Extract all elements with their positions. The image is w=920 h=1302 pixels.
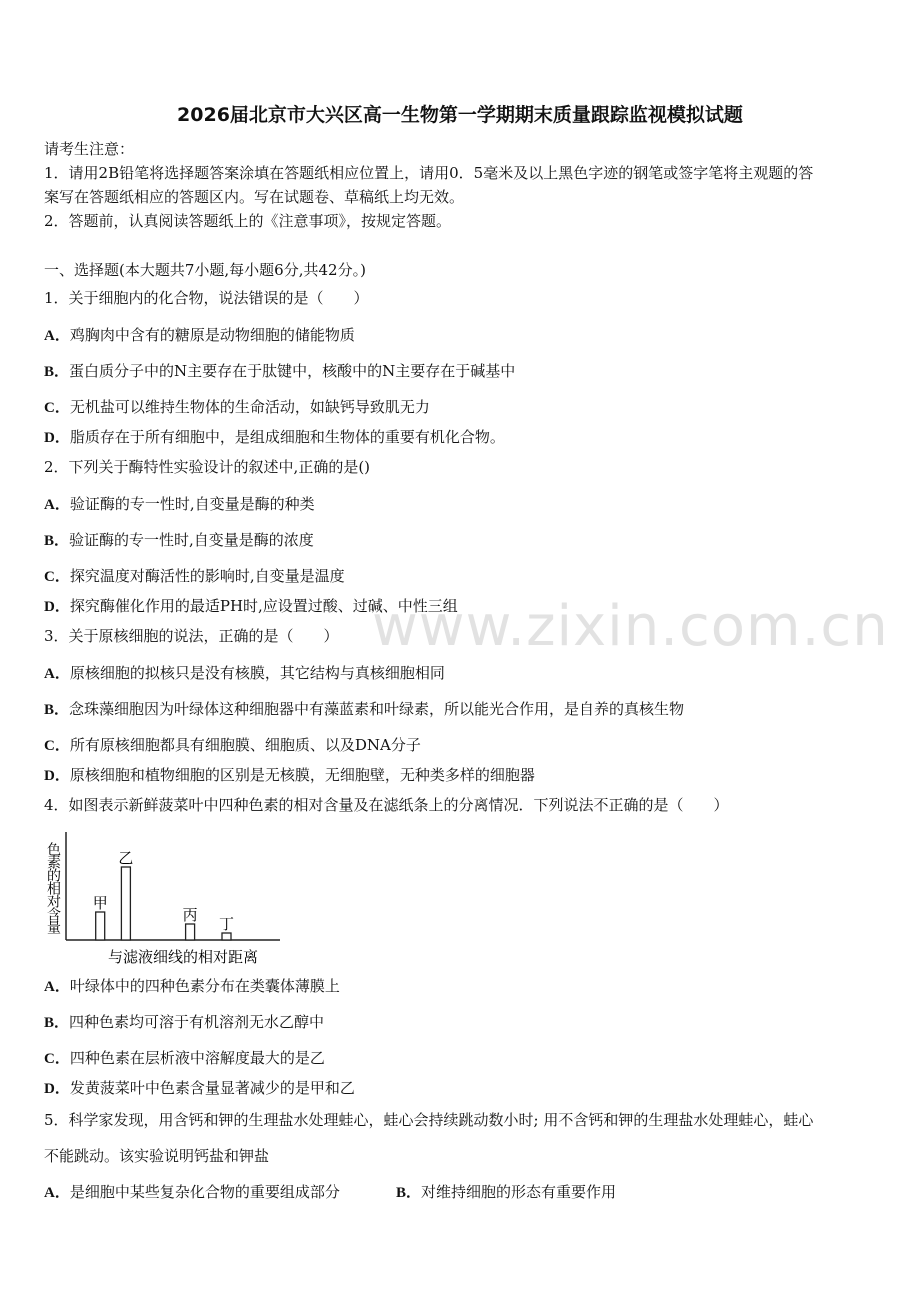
figure-bar-3 bbox=[186, 924, 195, 940]
question-4-option-b: B．四种色素均可溶于有机溶剂无水乙醇中 bbox=[44, 1013, 325, 1031]
question-4-option-a: A．叶绿体中的四种色素分布在类囊体薄膜上 bbox=[44, 977, 340, 995]
notice-heading: 请考生注意： bbox=[44, 140, 135, 158]
question-5-stem-line-2: 不能跳动。该实验说明钙盐和钾盐 bbox=[44, 1147, 270, 1165]
question-1-stem: 1．关于细胞内的化合物，说法错误的是（ ） bbox=[44, 289, 369, 307]
question-2-option-a: A．验证酶的专一性时,自变量是酶的种类 bbox=[44, 495, 315, 513]
figure-bar-1 bbox=[96, 912, 105, 940]
watermark: www.zixin.com.cn bbox=[372, 594, 889, 659]
section-heading: 一、选择题(本大题共7小题,每小题6分,共42分。) bbox=[44, 261, 366, 279]
figure-bar-4 bbox=[222, 933, 231, 940]
question-4-option-d: D．发黄菠菜叶中色素含量显著减少的是甲和乙 bbox=[44, 1079, 355, 1097]
question-1-option-c: C．无机盐可以维持生物体的生命活动，如缺钙导致肌无力 bbox=[44, 398, 430, 416]
question-2-stem: 2．下列关于酶特性实验设计的叙述中,正确的是() bbox=[44, 458, 371, 476]
figure-bar-label-3: 丙 bbox=[182, 906, 198, 924]
exam-title: 2026届北京市大兴区高一生物第一学期期末质量跟踪监视模拟试题 bbox=[177, 104, 743, 126]
question-3-option-d: D．原核细胞和植物细胞的区别是无核膜，无细胞壁，无种类多样的细胞器 bbox=[44, 766, 535, 784]
question-2-option-c: C．探究温度对酶活性的影响时,自变量是温度 bbox=[44, 567, 345, 585]
figure-bar-2 bbox=[121, 867, 130, 940]
question-3-option-b: B．念珠藻细胞因为叶绿体这种细胞器中有藻蓝素和叶绿素，所以能光合作用，是自养的真核生物 bbox=[44, 700, 685, 718]
figure-xlabel: 与滤液细线的相对距离 bbox=[108, 948, 259, 966]
question-4-option-c: C．四种色素在层析液中溶解度最大的是乙 bbox=[44, 1049, 325, 1067]
figure-bar-label-1: 甲 bbox=[92, 894, 108, 912]
question-5-option-b: B．对维持细胞的形态有重要作用 bbox=[396, 1183, 617, 1201]
question-1-option-a: A．鸡胸肉中含有的糖原是动物细胞的储能物质 bbox=[44, 326, 355, 344]
notice-item-1-line-1: 1．请用2B铅笔将选择题答案涂填在答题纸相应位置上，请用0．5毫米及以上黑色字迹的钢笔或签字笔将主观题的答 bbox=[44, 164, 814, 182]
question-2-option-b: B．验证酶的专一性时,自变量是酶的浓度 bbox=[44, 531, 314, 549]
question-3-option-a: A．原核细胞的拟核只是没有核膜，其它结构与真核细胞相同 bbox=[44, 664, 445, 682]
question-1-option-b: B．蛋白质分子中的N主要存在于肽键中，核酸中的N主要存在于碱基中 bbox=[44, 362, 516, 380]
question-5-stem-line-1: 5．科学家发现，用含钙和钾的生理盐水处理蛙心，蛙心会持续跳动数小时; 用不含钙和钾的生理盐水处理蛙心，蛙心 bbox=[44, 1111, 814, 1129]
notice-item-2: 2．答题前，认真阅读答题纸上的《注意事项》，按规定答题。 bbox=[44, 212, 452, 230]
question-3-option-c: C．所有原核细胞都具有细胞膜、细胞质、以及DNA分子 bbox=[44, 736, 421, 754]
question-5-option-a: A．是细胞中某些复杂化合物的重要组成部分 bbox=[44, 1183, 340, 1201]
question-2-option-d: D．探究酶催化作用的最适PH时,应设置过酸、过碱、中性三组 bbox=[44, 597, 458, 615]
figure-bar-label-4: 丁 bbox=[218, 915, 235, 933]
question-4-stem: 4．如图表示新鲜菠菜叶中四种色素的相对含量及在滤纸条上的分离情况．下列说法不正确的是（ ） bbox=[44, 796, 729, 814]
pigment-content-figure bbox=[44, 828, 304, 968]
figure-bar-label-2: 乙 bbox=[118, 849, 134, 867]
question-1-option-d: D．脂质存在于所有细胞中，是组成细胞和生物体的重要有机化合物。 bbox=[44, 428, 505, 446]
question-3-stem: 3．关于原核细胞的说法，正确的是（ ） bbox=[44, 627, 339, 645]
notice-item-1-line-2: 案写在答题纸相应的答题区内。写在试题卷、草稿纸上均无效。 bbox=[44, 188, 465, 206]
figure-ylabel: 色素的相对含量 bbox=[45, 842, 61, 933]
